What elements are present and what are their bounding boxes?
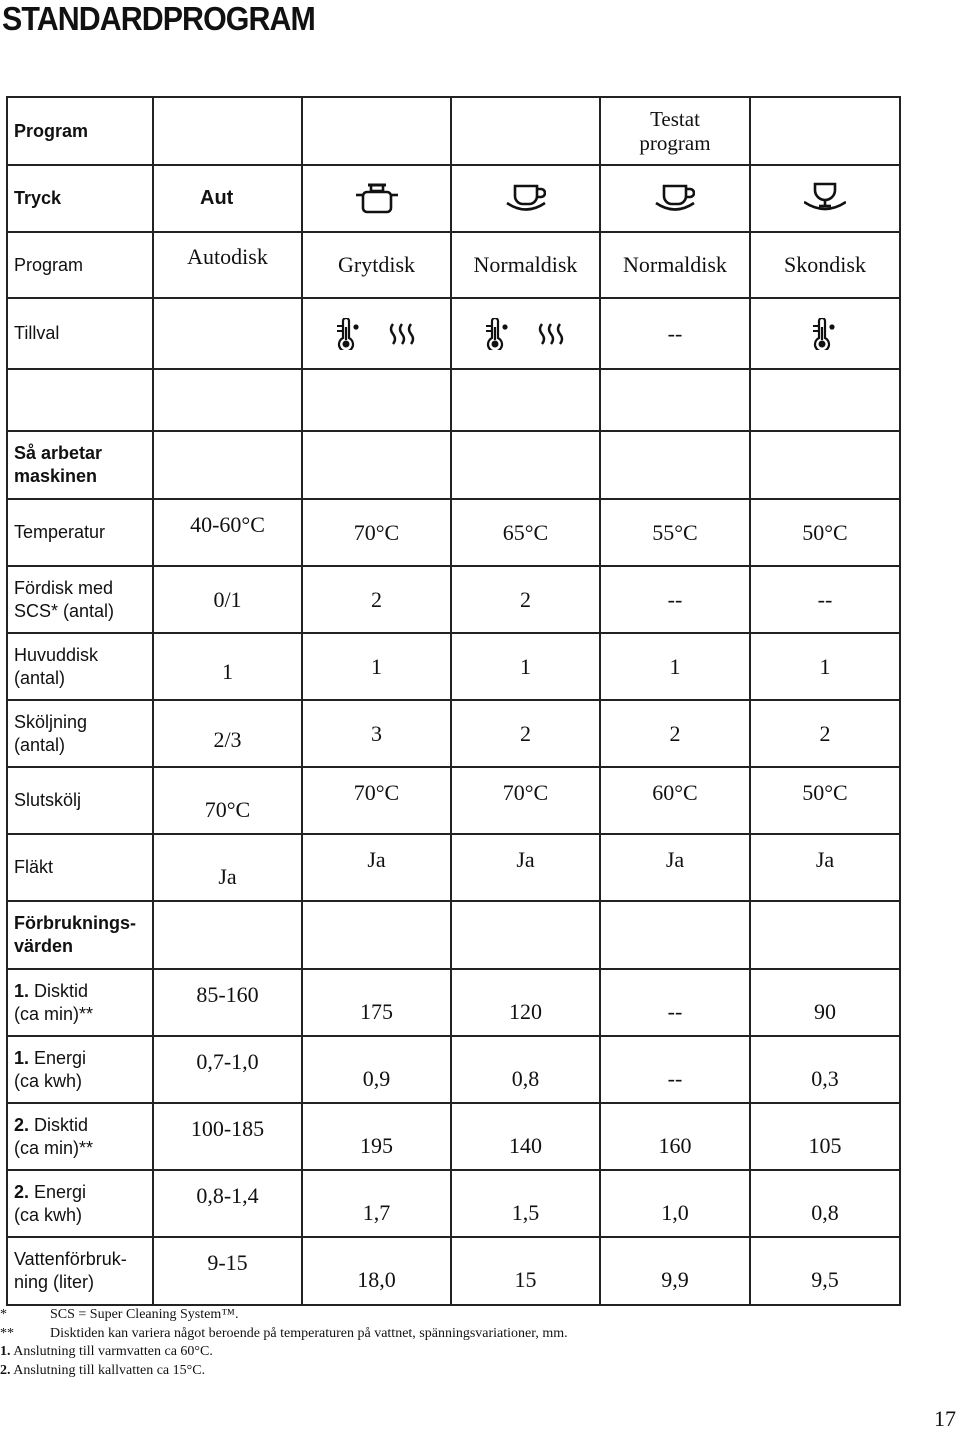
- vatten-value: 18,0: [357, 1267, 396, 1292]
- skoljning-value: 3: [302, 700, 451, 767]
- huvuddisk-value: 1: [302, 633, 451, 700]
- disktid-2-value: 105: [808, 1132, 842, 1158]
- temperature-value: 40-60°C: [190, 511, 265, 537]
- page-title: STANDARDPROGRAM: [2, 0, 315, 37]
- temperature-value: 70°C: [302, 499, 451, 566]
- energi-1-value: 0,8: [511, 1065, 540, 1091]
- row-label-energi-2: 2. Energi (ca kwh): [7, 1170, 153, 1237]
- header-program-label: Program: [7, 97, 153, 165]
- slutskolj-value: 70°C: [353, 779, 400, 805]
- temperature-value: 65°C: [451, 499, 600, 566]
- cup-saucer-icon: [506, 183, 546, 215]
- cup-saucer-icon: [655, 183, 695, 215]
- row-label-slutskolj: Slutskölj: [7, 767, 153, 834]
- flakt-value: Ja: [516, 846, 535, 872]
- footnotes: [0, 1306, 568, 1380]
- slutskolj-value: 70°C: [204, 796, 251, 822]
- skoljning-value: 2: [451, 700, 600, 767]
- energi-1-value: --: [667, 1065, 683, 1091]
- wine-glass-icon: [804, 182, 846, 216]
- row-label-energi-1: 1. Energi (ca kwh): [7, 1036, 153, 1103]
- flakt-value: Ja: [665, 846, 685, 872]
- huvuddisk-value: 1: [222, 658, 233, 684]
- row-label-temperatur: Temperatur: [7, 499, 153, 566]
- row-label-skoljning: Sköljning (antal): [7, 700, 153, 767]
- program-table: [6, 96, 901, 1306]
- steam-icon: [538, 320, 566, 348]
- disktid-1-value: 120: [509, 998, 542, 1024]
- row-label-disktid-2: 2. Disktid (ca min)**: [7, 1103, 153, 1170]
- flakt-value: Ja: [367, 846, 386, 872]
- disktid-1-value: 90: [814, 998, 836, 1024]
- skoljning-value: 2/3: [213, 726, 242, 752]
- energi-1-value: 0,7-1,0: [196, 1048, 259, 1074]
- footnote: * SCS = Super Cleaning System™.: [0, 1307, 239, 1322]
- slutskolj-value: 50°C: [802, 779, 848, 805]
- thermometer-icon: [337, 318, 361, 350]
- disktid-1-value: --: [667, 998, 683, 1024]
- vatten-value: 15: [514, 1267, 537, 1292]
- button-aut: Aut: [153, 165, 302, 232]
- fordisk-value: 2: [451, 566, 600, 633]
- energi-1-value: 0,9: [362, 1065, 391, 1091]
- row-label-disktid-1: 1. Disktid (ca min)**: [7, 969, 153, 1036]
- page-number: 17: [934, 1406, 956, 1431]
- row-label-flakt: Fläkt: [7, 834, 153, 901]
- disktid-1-value: 175: [360, 998, 393, 1024]
- flakt-value: Ja: [815, 846, 835, 872]
- energi-2-value: 1,0: [661, 1199, 689, 1225]
- tillval-cell: [153, 298, 302, 369]
- program-name: Normaldisk: [451, 232, 600, 298]
- disktid-2-value: 140: [509, 1132, 542, 1158]
- disktid-2-value: 160: [658, 1132, 692, 1158]
- section-label-sa-arbetar: Så arbetar maskinen: [7, 431, 153, 499]
- row-label-vattenforbrukning: Vattenförbruk- ning (liter): [7, 1237, 153, 1305]
- row-label-tillval: Tillval: [7, 298, 153, 369]
- huvuddisk-value: 1: [750, 633, 900, 700]
- footnote: ** Disktiden kan variera något beroende på temperaturen på vattnet, spänningsvariationer, mm.: [0, 1325, 568, 1341]
- program-name: Skondisk: [750, 232, 900, 298]
- skoljning-value: 2: [750, 700, 900, 767]
- fordisk-value: 2: [302, 566, 451, 633]
- huvuddisk-value: 1: [451, 633, 600, 700]
- disktid-2-value: 100-185: [190, 1115, 265, 1141]
- energi-2-value: 1,5: [511, 1199, 540, 1225]
- row-label-fordisk: Fördisk med SCS* (antal): [7, 566, 153, 633]
- vatten-value: 9,5: [811, 1267, 839, 1292]
- section-label-forbrukningsvarden: Förbruknings- värden: [7, 901, 153, 969]
- fordisk-value: --: [600, 566, 750, 633]
- disktid-2-value: 195: [360, 1132, 393, 1158]
- footnote: 1. Anslutning till varmvatten ca 60°C.: [0, 1344, 213, 1359]
- energi-2-value: 0,8-1,4: [196, 1182, 259, 1208]
- program-name: Grytdisk: [302, 232, 451, 298]
- energi-1-value: 0,3: [811, 1065, 839, 1091]
- vatten-value: 9,9: [661, 1267, 689, 1292]
- tillval-cell: --: [600, 298, 750, 369]
- energi-2-value: 1,7: [362, 1199, 391, 1225]
- huvuddisk-value: 1: [600, 633, 750, 700]
- vatten-value: 9-15: [207, 1250, 248, 1275]
- skoljning-value: 2: [600, 700, 750, 767]
- tested-program-header: Testat program: [600, 97, 750, 165]
- pot-icon: [356, 183, 398, 215]
- temperature-value: 50°C: [750, 499, 900, 566]
- program-name: Normaldisk: [600, 232, 750, 298]
- temperature-value: 55°C: [600, 499, 750, 566]
- thermometer-icon: [813, 318, 837, 350]
- slutskolj-value: 70°C: [502, 779, 549, 805]
- row-label-program: Program: [7, 232, 153, 298]
- footnote: 2. Anslutning till kallvatten ca 15°C.: [0, 1362, 206, 1378]
- row-label-huvuddisk: Huvuddisk (antal): [7, 633, 153, 700]
- program-name: Autodisk: [187, 244, 268, 269]
- disktid-1-value: 85-160: [196, 981, 259, 1007]
- steam-icon: [389, 320, 417, 348]
- energi-2-value: 0,8: [811, 1199, 839, 1225]
- flakt-value: Ja: [218, 863, 237, 889]
- row-label-tryck: Tryck: [7, 165, 153, 232]
- slutskolj-value: 60°C: [652, 779, 698, 805]
- fordisk-value: 0/1: [153, 566, 302, 633]
- fordisk-value: --: [750, 566, 900, 633]
- thermometer-icon: [486, 318, 510, 350]
